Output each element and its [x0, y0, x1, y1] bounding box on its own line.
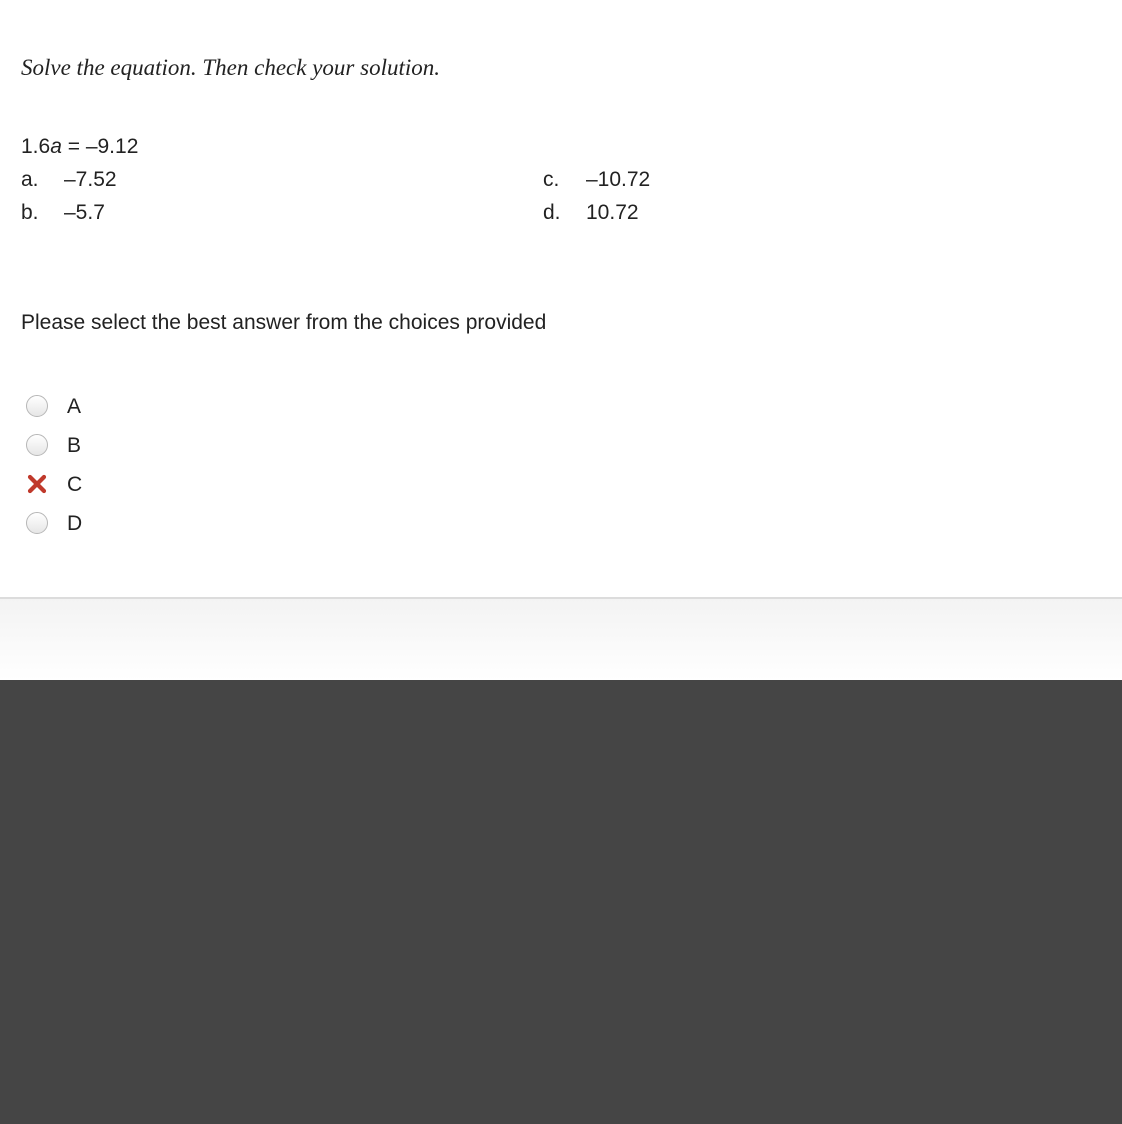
radio-button-a[interactable] — [26, 395, 48, 417]
choice-value: –10.72 — [586, 168, 651, 191]
question-instruction: Solve the equation. Then check your solution. — [21, 55, 441, 80]
equation-rhs: = –9.12 — [61, 135, 139, 158]
dark-background-panel — [0, 680, 1122, 1124]
option-label: A — [67, 395, 82, 418]
choice-letter: c. — [543, 168, 560, 191]
equation-coefficient: 1.6 — [21, 135, 51, 158]
equation-variable: a — [50, 135, 62, 158]
equation — [21, 135, 138, 159]
radio-button-d[interactable] — [26, 512, 48, 534]
choice-value: –5.7 — [64, 201, 105, 224]
footer-band — [0, 599, 1122, 680]
choice-letter: d. — [543, 201, 561, 224]
choice-value: –7.52 — [64, 168, 117, 191]
answer-prompt: Please select the best answer from the choices provided — [21, 311, 547, 334]
x-mark-icon — [26, 473, 48, 495]
choice-letter: a. — [21, 168, 39, 191]
choice-letter: b. — [21, 201, 39, 224]
option-label: B — [67, 434, 82, 457]
answer-option-b[interactable] — [26, 433, 146, 459]
option-label: D — [67, 512, 83, 535]
answer-option-d[interactable] — [26, 511, 146, 537]
answer-option-c[interactable] — [26, 472, 146, 498]
answer-option-a[interactable] — [26, 394, 146, 420]
radio-button-b[interactable] — [26, 434, 48, 456]
option-label: C — [67, 473, 83, 496]
choice-value: 10.72 — [586, 201, 639, 224]
